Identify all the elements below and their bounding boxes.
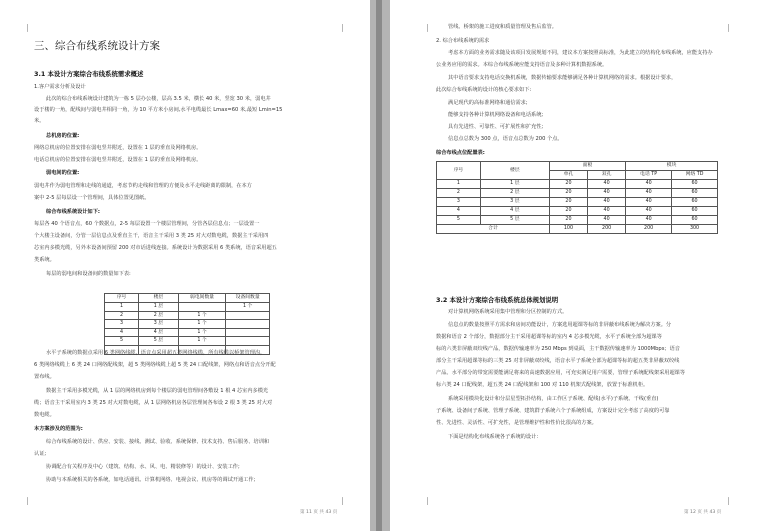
table-cell: 1 个 xyxy=(178,328,226,337)
table-cell: 3 xyxy=(105,320,139,329)
section-3-2-heading: 3.2 本设计方案综合布线系统总体规划说明 xyxy=(436,296,559,304)
table-cell: 2 层 xyxy=(139,311,179,320)
table-header-cell: 双孔 xyxy=(588,171,626,180)
table-row xyxy=(437,207,718,216)
paragraph-line: 协助与本系统相关的各系统，如电话通讯、计算机网络、电视会议、机房等的调试开通工作; xyxy=(46,477,256,483)
table-caption: 每层的弱电间和设备间的数量如下表: xyxy=(46,271,131,277)
table-cell xyxy=(226,328,270,337)
paragraph-line: 此次综合布线系统的设计的核心要求如下: xyxy=(436,87,532,93)
table-row xyxy=(437,198,718,207)
paragraph-line: 对计算机网络系统采用集中管理和分区控制的方式。 xyxy=(448,309,568,315)
paragraph-line: 案中 2-5 层每层设一个管理间，具体位置见图纸。 xyxy=(34,195,150,201)
table-cell: 200 xyxy=(626,225,672,234)
table-cell: 60 xyxy=(672,180,718,189)
table-cell: 5 层 xyxy=(139,337,179,346)
outlet-config-table xyxy=(436,161,718,234)
table-cell xyxy=(178,303,226,312)
page-footer: 第 11 页 共 43 页 xyxy=(300,510,338,515)
table-cell: 1 个 xyxy=(178,311,226,320)
table-header-cell: 序号 xyxy=(105,294,139,303)
table-header-cell: 电话 TP xyxy=(626,171,672,180)
table-cell: 1 xyxy=(437,180,481,189)
paragraph-line: 设于楼的一角，配线间与弱电井相同一角，为 10 平方米小房间,水平电缆最长 Lmax=60 米,最短 Lmin=15 xyxy=(34,107,283,113)
list-item: 能够支持各种计算机网络设备和电话系统; xyxy=(448,112,544,118)
table-cell: 1 层 xyxy=(480,180,549,189)
table-cell: 60 xyxy=(672,189,718,198)
paragraph-line: 个大楼主设备间，分管一层信息点及垂直主干，语音主干采用 3 类 25 对大对数电缆，数据主干采用四 xyxy=(34,233,269,239)
table-cell: 3 层 xyxy=(139,320,179,329)
table-cell: 3 xyxy=(437,198,481,207)
document-page-12 xyxy=(390,0,760,531)
table-header-cell: 网络 TD xyxy=(672,171,718,180)
table-cell: 1 个 xyxy=(226,303,270,312)
table-row xyxy=(105,328,270,337)
table-total-row xyxy=(437,225,718,234)
crop-mark-icon xyxy=(420,497,428,505)
paragraph-line: 认证; xyxy=(34,451,47,457)
table-cell: 40 xyxy=(626,189,672,198)
table-cell: 1 xyxy=(105,303,139,312)
paragraph-line: 公业务应用的需求。本综合布线系统应能支持语音及多种计算机数据系统。 xyxy=(436,62,608,68)
bold-subheading: 综合布线系统设计如下: xyxy=(46,209,100,215)
table-cell xyxy=(226,337,270,346)
table-cell: 40 xyxy=(588,198,626,207)
bold-subheading: 总机房的位置: xyxy=(46,133,80,139)
list-item: 信息点总数为 300 点，语音点总数为 200 个点。 xyxy=(448,136,563,142)
table-cell: 1 层 xyxy=(139,303,179,312)
chapter-heading: 三、综合布线系统设计方案 xyxy=(34,40,160,52)
paragraph-line: 每层各 40 个语音点，60 个数据点，2-5 每层设置一个楼层管理间，分管各层信息点；一层设置一 xyxy=(34,221,260,227)
table-cell: 1 个 xyxy=(178,337,226,346)
list-item: 满足现代的高标准网络和通信需求; xyxy=(448,100,528,106)
paragraph-line: 信息点的数量按照平方需求和房间功能设计，方案选用超课等标的非屏蔽布线系统为解决方案。分 xyxy=(448,322,672,328)
paragraph-line: 部分主干采用超课等标的三类 25 对非屏蔽双绞线，语音水平子系统全部为超课等标的超五类非屏蔽双绞线 xyxy=(436,358,680,364)
table-cell: 200 xyxy=(588,225,626,234)
paragraph-line: 网络总机房的位置安排在弱电竖井附近，设置在 1 层的垂直及网络机房。 xyxy=(34,145,202,151)
table-cell: 4 xyxy=(105,328,139,337)
table-cell: 合计 xyxy=(437,225,550,234)
paragraph-line: 缆；语音主干采用室内 3 类 25 对大对数电缆，从 1 层网络机房各层管理间各布设 2 根 3 类 25 对大对 xyxy=(34,400,273,406)
table-cell: 20 xyxy=(549,216,587,225)
bold-subheading: 弱电间的位置: xyxy=(46,170,80,176)
crop-mark-icon xyxy=(728,497,736,505)
table-row xyxy=(105,337,270,346)
paragraph-line: 此次的综合布线系统设计建筑为一栋 5 层办公楼，层高 3.5 米，横长 40 米，竖宽 30 米，弱电井 xyxy=(46,96,271,102)
table-header-cell: 单孔 xyxy=(549,171,587,180)
paragraph-line: 系统采用模块化设计和分层星型拓扑结构，由工作区子系统、配线(水平)子系统、干线(垂直) xyxy=(448,396,659,402)
table-header-row xyxy=(437,162,718,171)
table-cell: 100 xyxy=(549,225,587,234)
paragraph-line: 其中语音要求支持电话交换机系统，数据传输要求能够满足各种计算机网络的需求。根据设计要求， xyxy=(448,75,677,81)
paragraph-line: 性、先进性、灵活性、可扩充性，是管理维护性和性价比很高的方案。 xyxy=(436,420,597,426)
table-cell: 5 xyxy=(105,337,139,346)
table-cell: 60 xyxy=(672,198,718,207)
table-cell: 60 xyxy=(672,207,718,216)
table-cell: 4 层 xyxy=(139,328,179,337)
table-cell: 60 xyxy=(672,216,718,225)
table-header-cell: 模块 xyxy=(626,162,718,171)
table-header-cell: 楼层 xyxy=(480,162,549,180)
paragraph-line: 管线、桥架的施工进度和质量管理及售后监管。 xyxy=(448,24,557,30)
table-cell: 40 xyxy=(588,207,626,216)
table-row xyxy=(105,303,270,312)
crop-mark-icon xyxy=(20,24,28,32)
table-cell xyxy=(226,320,270,329)
paragraph-line: 电话总机房的位置安排在弱电竖井附近，设置在 1 层的垂直及网络机房。 xyxy=(34,157,202,163)
table-cell: 20 xyxy=(549,198,587,207)
table-caption: 综合布线点位配置表: xyxy=(436,150,485,156)
crop-mark-icon xyxy=(342,497,350,505)
table-header-row xyxy=(105,294,270,303)
paragraph-line: 弱电井作为弱电管理和走线的通道，考虑节约走线和管理的方便及水平走线距离的限制，在本方 xyxy=(34,183,252,189)
table-cell: 40 xyxy=(626,180,672,189)
paragraph-line: 数据主干采用多模光缆，从 1 层的网络机房到每个楼层的弱电管理间各敷设 1 根 4 芯室内多模光 xyxy=(46,388,269,394)
table-cell: 20 xyxy=(549,180,587,189)
table-cell: 40 xyxy=(626,198,672,207)
table-cell: 5 层 xyxy=(480,216,549,225)
paragraph-line: 数电缆。 xyxy=(34,412,55,418)
subheading-requirements: 1.客户需求分析及设计 xyxy=(34,84,86,90)
table-cell: 40 xyxy=(626,216,672,225)
paragraph-line: 标六类 24 口配线架，超五类 24 口配线架和 100 对 110 机架式配线架，放置于标准机柜。 xyxy=(436,382,649,388)
table-cell: 3 层 xyxy=(480,198,549,207)
paragraph-line: 产品。水平部分的带宽需要能满足将来的高速数据应用，可充实满足用户需要，管理子系统配线架采用超课等 xyxy=(436,370,686,376)
paragraph-line: 水平子系统的数据点采用 6 类网络线缆，语音点采用超五类网络线缆，所有线缆以桥架管理沟， xyxy=(46,350,266,356)
table-cell: 300 xyxy=(672,225,718,234)
table-cell: 2 xyxy=(105,311,139,320)
paragraph-line: 数据和语音 2 个部分，数据部分主干采用超课等标的室内 4 芯多模光缆，水平子系统全部为超课等 xyxy=(436,334,662,340)
paragraph-line: 类系统。 xyxy=(34,257,55,263)
paragraph-line: 协调配合有关程序及中心（建筑、结构、水、风、电、精装修等）的设计、安装工作; xyxy=(46,464,240,470)
table-cell: 40 xyxy=(588,180,626,189)
room-count-table xyxy=(104,293,270,355)
table-cell: 20 xyxy=(549,207,587,216)
paragraph-line: 标的六类非屏蔽双绞线产品，数据传输速率为 250 Mbps 到桌面，主干数据传输速率为 1000Mbps；语音 xyxy=(436,346,680,352)
table-row xyxy=(105,311,270,320)
table-header-cell: 面板 xyxy=(549,162,625,171)
paragraph-line: 下面是结构化布线系统各子系统的设计： xyxy=(448,434,542,440)
list-item: 具有先进性、可靠性、可扩展性和扩充性; xyxy=(448,124,544,130)
table-cell: 5 xyxy=(437,216,481,225)
bold-subheading: 本方案涉及的范围为: xyxy=(34,426,83,432)
paragraph-line: 子系统、设备间子系统、管理子系统、建筑群子系统六个子系统组成，方案设计完全考虑了高度的可靠 xyxy=(436,408,670,414)
paragraph-line: 米。 xyxy=(34,118,45,124)
subheading-requirements-2: 2. 综合布线系统的需求 xyxy=(436,38,490,44)
table-cell: 4 xyxy=(437,207,481,216)
table-cell: 40 xyxy=(588,189,626,198)
paragraph-line: 置布线。 xyxy=(34,374,55,380)
paragraph-line: 考虑本方面的业务需求随及该项目发展规划不同，建议本方案按照高标准，为此建立的结构化布线系统，应能支持办 xyxy=(448,50,713,56)
crop-mark-icon xyxy=(728,24,736,32)
crop-mark-icon xyxy=(342,24,350,32)
table-cell xyxy=(226,311,270,320)
section-3-1-heading: 3.1 本设计方案综合布线系统需求概述 xyxy=(34,70,144,78)
page-gap xyxy=(370,0,390,531)
table-cell: 40 xyxy=(588,216,626,225)
table-cell: 1 个 xyxy=(178,320,226,329)
paragraph-line: 综合布线系统的设计、供应、安装、接线、测试、验收、系统保修、技术支持、售后服务、培训和 xyxy=(46,439,270,445)
table-cell: 2 层 xyxy=(480,189,549,198)
table-row xyxy=(437,216,718,225)
document-page-11 xyxy=(0,0,370,531)
table-header-cell: 弱电间数量 xyxy=(178,294,226,303)
table-header-cell: 楼层 xyxy=(139,294,179,303)
table-cell: 20 xyxy=(549,189,587,198)
table-header-cell: 设备间数量 xyxy=(226,294,270,303)
page-footer: 第 12 页 共 43 页 xyxy=(684,510,722,515)
table-cell: 40 xyxy=(626,207,672,216)
vertical-scrollbar[interactable] xyxy=(376,0,382,531)
crop-mark-icon xyxy=(420,24,428,32)
table-cell: 4 层 xyxy=(480,207,549,216)
table-row xyxy=(437,189,718,198)
table-cell: 2 xyxy=(437,189,481,198)
table-row xyxy=(105,320,270,329)
crop-mark-icon xyxy=(20,497,28,505)
paragraph-line: 6 类网络线缆上 6 类 24 口网络配线架，超 5 类网络线缆上超 5 类 24 口配线架，网络点和语音点分开配 xyxy=(34,362,276,368)
table-header-cell: 序号 xyxy=(437,162,481,180)
table-row xyxy=(437,180,718,189)
paragraph-line: 芯室内多模光缆，另外本设备间预留 200 对市话进线连接。系统设计为数据采用 6 类系统，语音采用超五 xyxy=(34,245,277,251)
